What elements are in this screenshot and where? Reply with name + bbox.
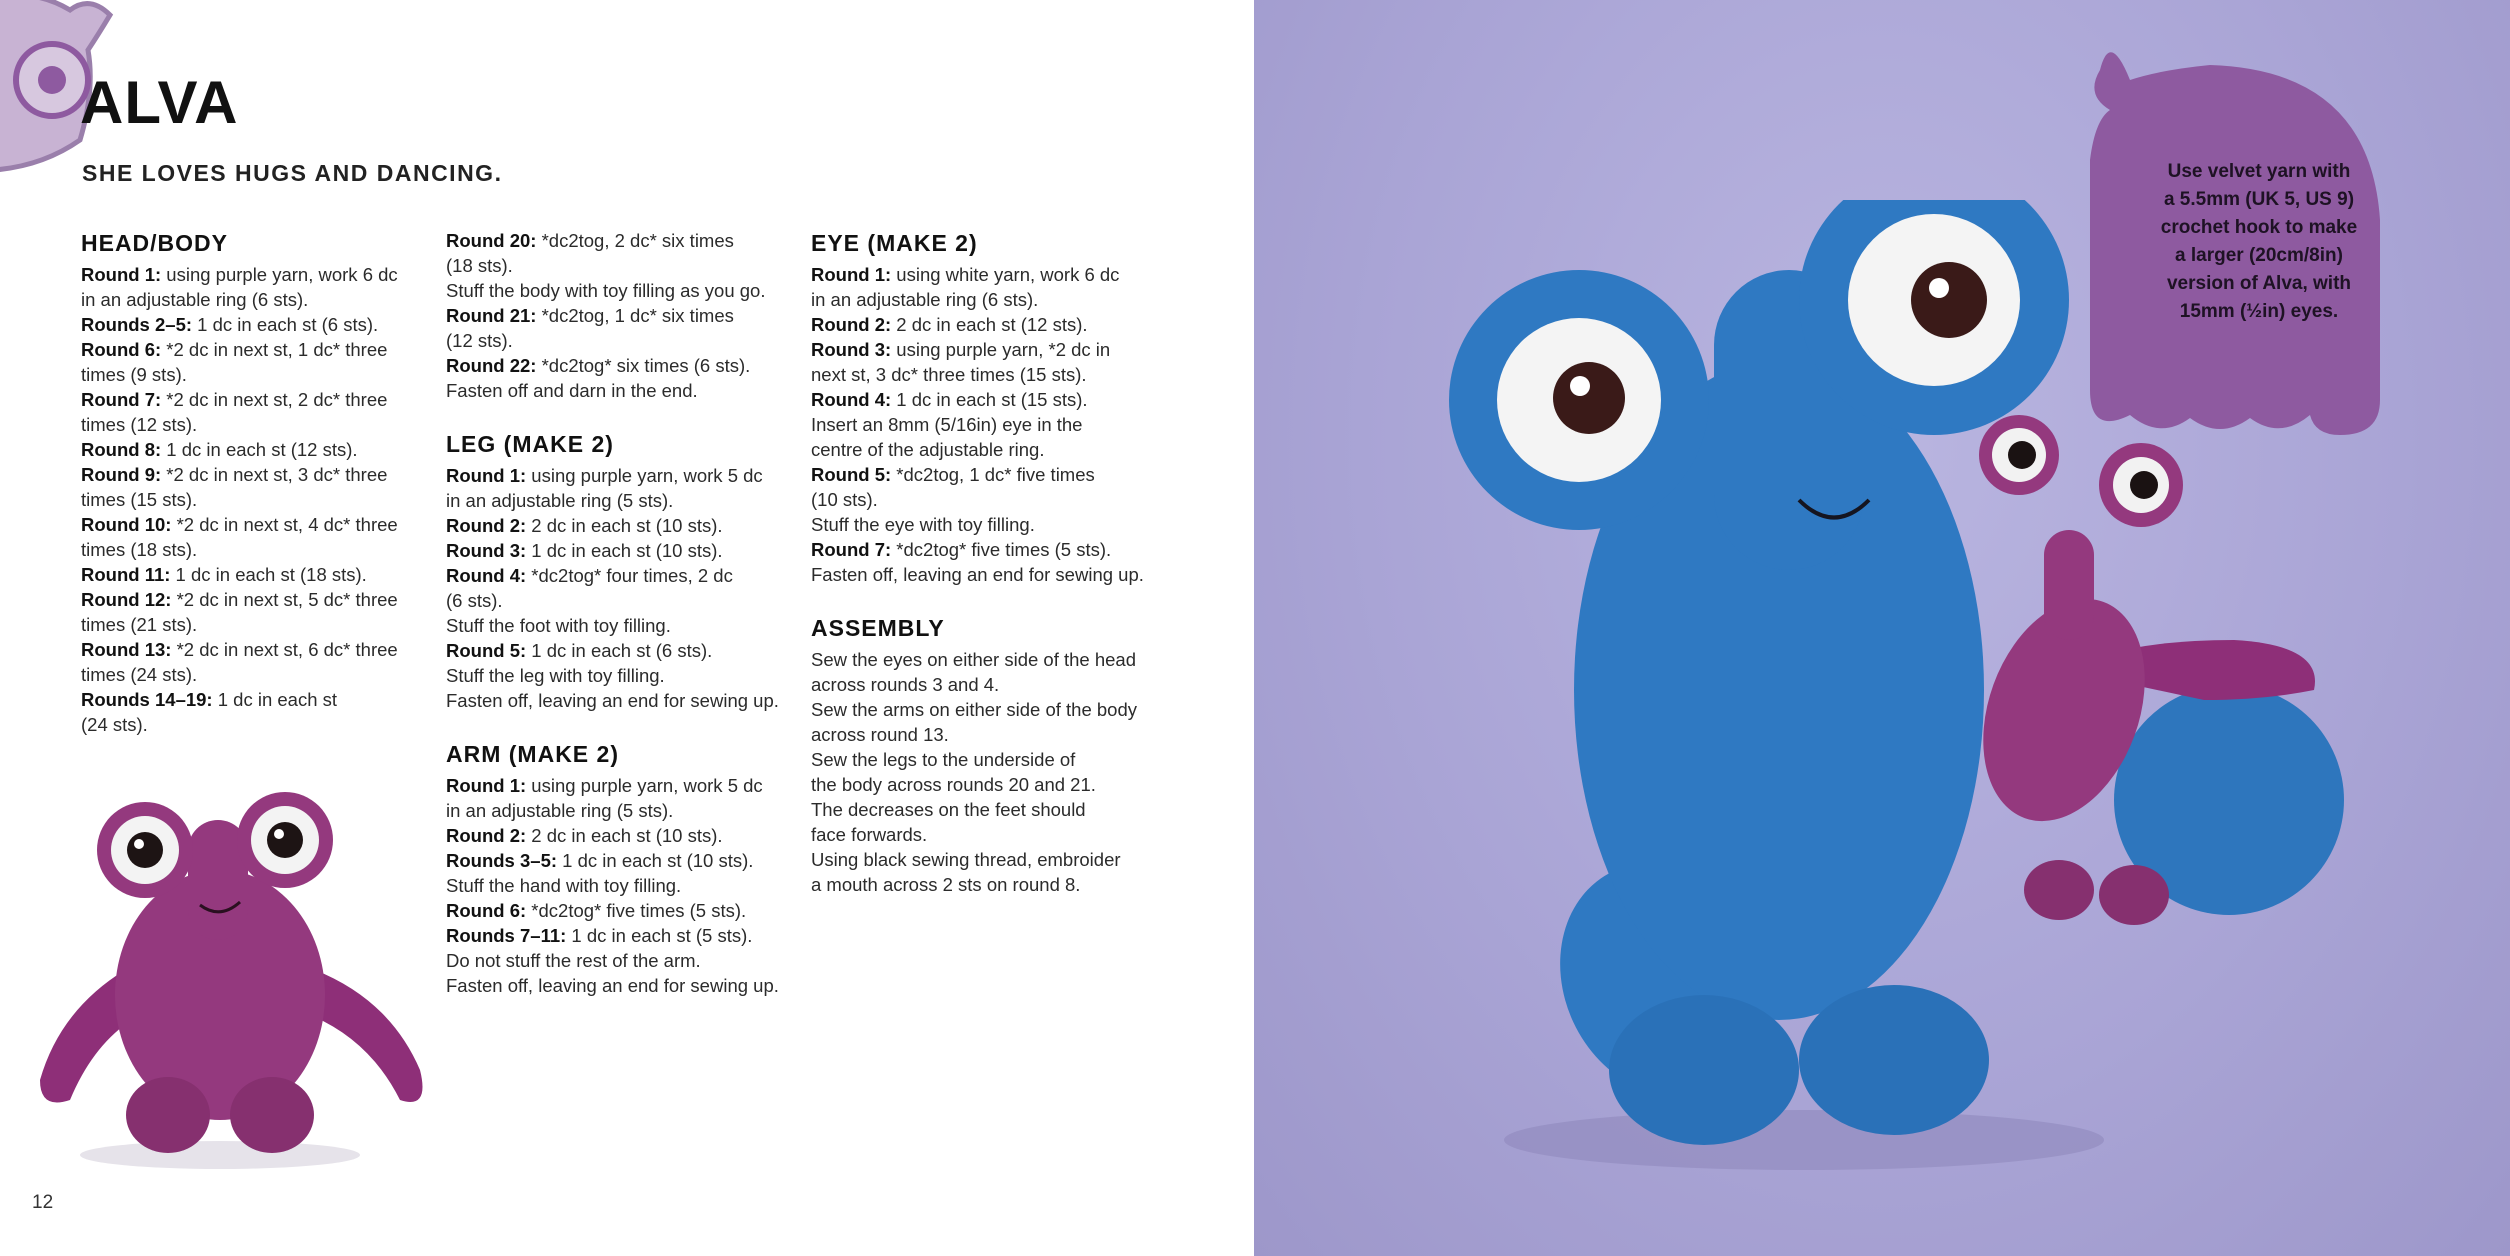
instruction-text: (6 sts). [446, 590, 503, 611]
instruction-list [446, 773, 791, 998]
instruction-text: across rounds 3 and 4. [811, 674, 1000, 695]
instruction-line [446, 663, 791, 688]
instruction-text: across round 13. [811, 724, 949, 745]
section-leg [446, 429, 791, 713]
round-label: Round 11: [81, 564, 171, 585]
instruction-text: *dc2tog* five times (5 sts). [526, 900, 747, 921]
instruction-line [446, 923, 791, 948]
instruction-line [811, 437, 1156, 462]
instruction-text: Stuff the foot with toy filling. [446, 615, 671, 636]
section-arm [446, 739, 791, 998]
instruction-line [446, 638, 791, 663]
instruction-line [81, 437, 426, 462]
round-label: Round 12: [81, 589, 172, 610]
instruction-line [811, 772, 1156, 797]
instruction-line [81, 537, 426, 562]
instruction-text: *dc2tog* six times (6 sts). [536, 355, 751, 376]
instruction-line [811, 747, 1156, 772]
instruction-line [446, 513, 791, 538]
instruction-text: Insert an 8mm (5/16in) eye in the [811, 414, 1083, 435]
instruction-text: 1 dc in each st (15 sts). [891, 389, 1088, 410]
instruction-text: *2 dc in next st, 6 dc* three [171, 639, 398, 660]
instruction-line [811, 872, 1156, 897]
instruction-line [446, 613, 791, 638]
instruction-line [446, 463, 791, 488]
instruction-text: 1 dc in each st [212, 689, 338, 710]
instruction-line [446, 538, 791, 563]
section-heading: LEG (MAKE 2) [446, 431, 614, 457]
round-label: Round 1: [811, 264, 892, 285]
instruction-line [811, 362, 1156, 387]
instruction-text: times (18 sts). [81, 539, 198, 560]
instruction-text: using purple yarn, work 5 dc [526, 775, 763, 796]
round-label: Round 2: [446, 515, 527, 536]
instruction-line [446, 823, 791, 848]
round-label: Rounds 2–5: [81, 314, 193, 335]
instruction-text: centre of the adjustable ring. [811, 439, 1045, 460]
instruction-line [446, 898, 791, 923]
instruction-line [446, 773, 791, 798]
instruction-list [81, 262, 426, 737]
instruction-line [811, 822, 1156, 847]
instruction-text: 2 dc in each st (10 sts). [526, 825, 723, 846]
instruction-line [811, 262, 1156, 287]
instruction-text: *2 dc in next st, 4 dc* three [171, 514, 398, 535]
column-3 [811, 228, 1156, 923]
instruction-line [811, 287, 1156, 312]
round-label: Round 1: [81, 264, 162, 285]
instruction-text: 1 dc in each st (18 sts). [170, 564, 367, 585]
instruction-text: (24 sts). [81, 714, 148, 735]
instruction-line [81, 262, 426, 287]
instruction-text: Stuff the eye with toy filling. [811, 514, 1035, 535]
instruction-text: 1 dc in each st (6 sts). [192, 314, 379, 335]
instruction-text: *dc2tog, 2 dc* six times [536, 230, 734, 251]
instruction-line [446, 353, 791, 378]
instruction-text: (10 sts). [811, 489, 878, 510]
tip-line: version of Alva, with [2166, 273, 2352, 294]
instruction-line [81, 687, 426, 712]
left-page [0, 0, 1254, 1256]
instruction-text: Stuff the leg with toy filling. [446, 665, 665, 686]
instruction-line [81, 362, 426, 387]
section-head-body-cont [446, 228, 791, 403]
instruction-line [446, 588, 791, 613]
instruction-line [446, 303, 791, 328]
small-monster-photo [20, 780, 440, 1180]
tip-line: Use velvet yarn with [2167, 161, 2351, 182]
instruction-line [446, 948, 791, 973]
instruction-line [446, 328, 791, 353]
instruction-text: *2 dc in next st, 3 dc* three [161, 464, 388, 485]
section-assembly [811, 613, 1156, 897]
instruction-line [81, 562, 426, 587]
instruction-line [446, 563, 791, 588]
round-label: Rounds 7–11: [446, 925, 567, 946]
instruction-line [81, 712, 426, 737]
round-label: Round 9: [81, 464, 162, 485]
section-head-body [81, 228, 426, 737]
instruction-text: *dc2tog, 1 dc* six times [536, 305, 734, 326]
round-label: Round 7: [811, 539, 892, 560]
instruction-text: times (21 sts). [81, 614, 198, 635]
round-label: Round 20: [446, 230, 537, 251]
round-label: Round 6: [446, 900, 527, 921]
instruction-text: next st, 3 dc* three times (15 sts). [811, 364, 1087, 385]
instruction-text: using white yarn, work 6 dc [891, 264, 1120, 285]
round-label: Rounds 14–19: [81, 689, 213, 710]
instruction-line [811, 512, 1156, 537]
instruction-line [446, 378, 791, 403]
instruction-text: Sew the legs to the underside of [811, 749, 1076, 770]
instruction-text: times (15 sts). [81, 489, 198, 510]
round-label: Rounds 3–5: [446, 850, 558, 871]
instruction-line [81, 512, 426, 537]
section-heading: ASSEMBLY [811, 615, 945, 641]
instruction-list [811, 647, 1156, 897]
round-label: Round 4: [446, 565, 527, 586]
instruction-line [811, 847, 1156, 872]
instruction-line [811, 697, 1156, 722]
instruction-text: Fasten off, leaving an end for sewing up. [446, 975, 779, 996]
instruction-line [811, 412, 1156, 437]
instruction-line [811, 312, 1156, 337]
round-label: Round 8: [81, 439, 162, 460]
tip-line: a larger (20cm/8in) [2175, 245, 2343, 266]
instruction-text: Sew the arms on either side of the body [811, 699, 1137, 720]
instruction-line [811, 672, 1156, 697]
right-page-photo [1254, 0, 2510, 1256]
instruction-text: using purple yarn, work 6 dc [161, 264, 398, 285]
instruction-line [811, 647, 1156, 672]
round-label: Round 2: [811, 314, 892, 335]
instruction-line [81, 287, 426, 312]
round-label: Round 5: [446, 640, 527, 661]
instruction-line [811, 562, 1156, 587]
instruction-line [446, 253, 791, 278]
instruction-list [446, 228, 791, 403]
instruction-text: 1 dc in each st (6 sts). [526, 640, 713, 661]
instruction-line [81, 637, 426, 662]
instruction-text: *dc2tog, 1 dc* five times [891, 464, 1095, 485]
column-1 [81, 228, 426, 763]
instruction-line [81, 412, 426, 437]
instruction-text: Fasten off, leaving an end for sewing up. [811, 564, 1144, 585]
tip-text [2144, 158, 2374, 326]
instruction-text: using purple yarn, *2 dc in [891, 339, 1111, 360]
instruction-text: 1 dc in each st (5 sts). [566, 925, 753, 946]
instruction-line [81, 612, 426, 637]
instruction-text: 2 dc in each st (12 sts). [891, 314, 1088, 335]
instruction-text: The decreases on the feet should [811, 799, 1086, 820]
instruction-line [81, 487, 426, 512]
instruction-text: Do not stuff the rest of the arm. [446, 950, 701, 971]
instruction-text: using purple yarn, work 5 dc [526, 465, 763, 486]
tip-line: 15mm (½in) eyes. [2179, 301, 2339, 322]
instruction-text: *dc2tog* four times, 2 dc [526, 565, 733, 586]
instruction-line [446, 973, 791, 998]
instruction-line [81, 462, 426, 487]
instruction-text: times (24 sts). [81, 664, 198, 685]
instruction-line [446, 848, 791, 873]
instruction-text: face forwards. [811, 824, 928, 845]
instruction-text: in an adjustable ring (5 sts). [446, 490, 674, 511]
round-label: Round 1: [446, 775, 527, 796]
instruction-text: *2 dc in next st, 1 dc* three [161, 339, 388, 360]
instruction-text: Fasten off, leaving an end for sewing up. [446, 690, 779, 711]
instruction-text: the body across rounds 20 and 21. [811, 774, 1096, 795]
page-number: 12 [32, 1192, 54, 1213]
instruction-line [446, 488, 791, 513]
instruction-line [446, 228, 791, 253]
column-2 [446, 228, 791, 1024]
page-subtitle: SHE LOVES HUGS AND DANCING. [82, 160, 503, 186]
section-eye [811, 228, 1156, 587]
instruction-line [811, 722, 1156, 747]
instruction-text: (12 sts). [446, 330, 513, 351]
section-heading: HEAD/BODY [81, 230, 229, 256]
page-title: ALVA [80, 69, 239, 136]
round-label: Round 5: [811, 464, 892, 485]
round-label: Round 7: [81, 389, 162, 410]
instruction-text: (18 sts). [446, 255, 513, 276]
instruction-text: 1 dc in each st (10 sts). [526, 540, 723, 561]
instruction-text: 1 dc in each st (12 sts). [161, 439, 358, 460]
round-label: Round 10: [81, 514, 172, 535]
round-label: Round 6: [81, 339, 162, 360]
round-label: Round 3: [446, 540, 527, 561]
instruction-line [446, 798, 791, 823]
instruction-text: a mouth across 2 sts on round 8. [811, 874, 1081, 895]
instruction-text: Stuff the body with toy filling as you go. [446, 280, 766, 301]
instruction-line [81, 312, 426, 337]
instruction-text: in an adjustable ring (6 sts). [81, 289, 309, 310]
round-label: Round 3: [811, 339, 892, 360]
tip-line: a 5.5mm (UK 5, US 9) [2163, 189, 2355, 210]
round-label: Round 21: [446, 305, 537, 326]
instruction-line [81, 587, 426, 612]
instruction-text: 1 dc in each st (10 sts). [557, 850, 754, 871]
instruction-text: times (12 sts). [81, 414, 198, 435]
round-label: Round 22: [446, 355, 537, 376]
instruction-text: Fasten off and darn in the end. [446, 380, 698, 401]
instruction-line [81, 387, 426, 412]
tip-line: crochet hook to make [2160, 217, 2358, 238]
instruction-text: Using black sewing thread, embroider [811, 849, 1121, 870]
instruction-list [811, 262, 1156, 587]
round-label: Round 13: [81, 639, 172, 660]
instruction-text: *2 dc in next st, 2 dc* three [161, 389, 388, 410]
instruction-line [811, 462, 1156, 487]
instruction-line [811, 387, 1156, 412]
instruction-text: *2 dc in next st, 5 dc* three [171, 589, 398, 610]
instruction-text: times (9 sts). [81, 364, 187, 385]
instruction-list [446, 463, 791, 713]
instruction-line [811, 337, 1156, 362]
instruction-line [811, 537, 1156, 562]
instruction-text: Stuff the hand with toy filling. [446, 875, 682, 896]
round-label: Round 2: [446, 825, 527, 846]
instruction-text: 2 dc in each st (10 sts). [526, 515, 723, 536]
instruction-line [446, 688, 791, 713]
instruction-text: in an adjustable ring (6 sts). [811, 289, 1039, 310]
instruction-line [81, 662, 426, 687]
round-label: Round 1: [446, 465, 527, 486]
round-label: Round 4: [811, 389, 892, 410]
instruction-line [446, 278, 791, 303]
instruction-line [446, 873, 791, 898]
section-heading: EYE (MAKE 2) [811, 230, 978, 256]
section-heading: ARM (MAKE 2) [446, 741, 619, 767]
instruction-line [811, 487, 1156, 512]
instruction-text: *dc2tog* five times (5 sts). [891, 539, 1112, 560]
instruction-line [811, 797, 1156, 822]
instruction-text: Sew the eyes on either side of the head [811, 649, 1136, 670]
instruction-line [81, 337, 426, 362]
instruction-text: in an adjustable ring (5 sts). [446, 800, 674, 821]
